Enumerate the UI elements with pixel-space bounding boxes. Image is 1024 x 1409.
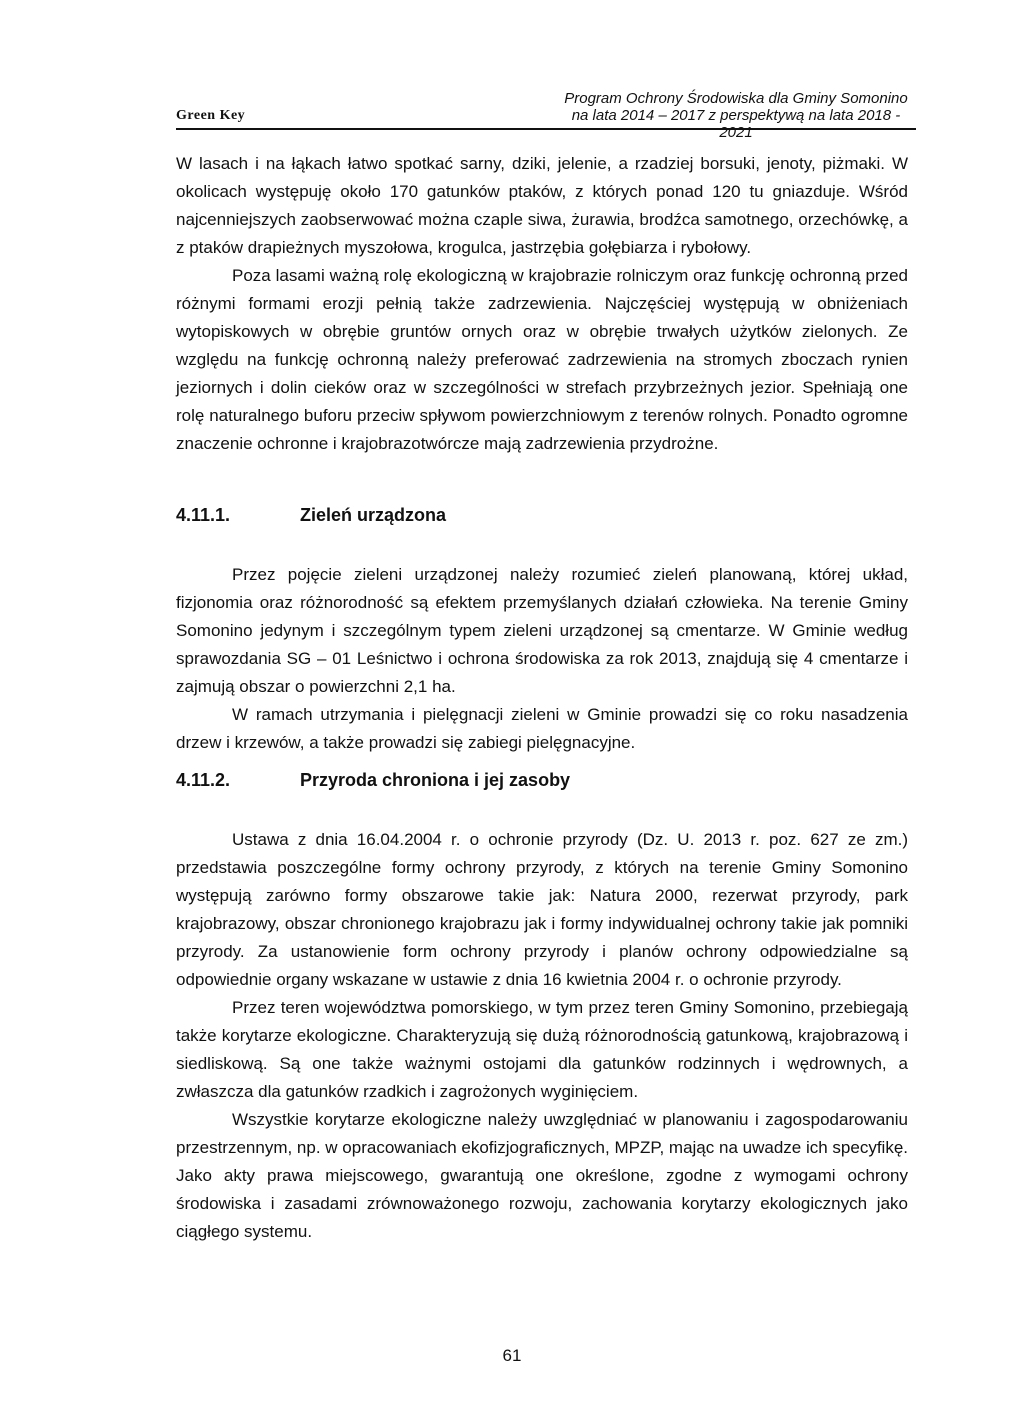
section1-paragraph-1: Przez pojęcie zieleni urządzonej należy rozumieć zieleń planowaną, której układ, fizjonomia oraz różnorodność są efektem przemyślanych działań człowieka. Na terenie Gminy Somonino jedynym i szczególnym typem zieleni urządzonej są cmentarze. W Gminie według sprawozdania SG – 01 Leśnictwo i ochrona środowiska za rok 2013, znajdują się 4 cmentarze i zajmują obszar o powierzchni 2,1 ha.: [176, 565, 908, 696]
intro-block: [176, 150, 908, 458]
header-brand: Green Key: [176, 108, 246, 123]
section-number: 4.11.1.: [176, 505, 231, 525]
intro-paragraph-1: W lasach i na łąkach łatwo spotkać sarny, dziki, jelenie, a rzadziej borsuki, jenoty, piżmaki. W okolicach występuję około 170 gatunków ptaków, z których ponad 120 tu gniazduje. Wśród najcenniejszych zaobserwować można czaple siwa, żurawia, brodźca samotnego, orzechówkę, a z ptaków drapieżnych myszołowa, krogulca, jastrzębia gołębiarza i rybołowy.: [176, 154, 908, 257]
header-title-line1: Program Ochrony Środowiska dla Gminy Somonino: [564, 90, 908, 107]
header-title: [556, 90, 916, 141]
page-header: [176, 90, 916, 141]
header-title-line2: na lata 2014 – 2017 z perspektywą na lata 2018 - 2021: [571, 107, 901, 141]
header-rule: [176, 128, 916, 130]
section2-paragraph-1: Ustawa z dnia 16.04.2004 r. o ochronie przyrody (Dz. U. 2013 r. poz. 627 ze zm.) przedstawia poszczególne formy ochrony przyrody, z których na terenie Gminy Somonino występują zarówno formy obszarowe takie jak: Natura 2000, rezerwat przyrody, park krajobrazowy, obszar chronionego krajobrazu jak i formy indywidualnej ochrony takie jak pomniki przyrody. Za ustanowienie form ochrony przyrody i planów ochrony odpowiedzialne są odpowiednie organy wskazane w ustawie z dnia 16 kwietnia 2004 r. o ochronie przyrody.: [176, 830, 908, 989]
section2-paragraph-2: Przez teren województwa pomorskiego, w tym przez teren Gminy Somonino, przebiegają także korytarze ekologiczne. Charakteryzują się dużą różnorodnością gatunkową, krajobrazową i siedliskową. Są one także ważnymi ostojami dla gatunków rodzinnych i wędrownych, a zwłaszcza dla gatunków rzadkich i zagrożonych wyginięciem.: [176, 998, 908, 1101]
intro-paragraph-2: Poza lasami ważną rolę ekologiczną w krajobrazie rolniczym oraz funkcję ochronną przed różnymi formami erozji pełnią także zadrzewienia. Najczęściej występują w obniżeniach wytopiskowych w obrębie gruntów ornych oraz w obrębie trwałych użytków zielonych. Ze względu na funkcję ochronną należy preferować zadrzewienia na stromych zboczach rynien jeziornych i dolin cieków oraz w szczególności w strefach przybrzeżnych jezior. Spełniają one rolę naturalnego buforu przeciw spływom powierzchniowym z terenów rolnych. Ponadto ogromne znaczenie ochronne i krajobrazotwórcze mają zadrzewienia przydrożne.: [176, 266, 908, 453]
section-title: Przyroda chroniona i jej zasoby: [300, 770, 571, 790]
section-number: 4.11.2.: [176, 770, 231, 790]
section2-block: [176, 826, 908, 1246]
section1-block: [176, 561, 908, 757]
page-number: 61: [502, 1346, 522, 1365]
section-heading-4-11-1: [176, 505, 446, 526]
section-heading-4-11-2: [176, 770, 570, 791]
section-title: Zieleń urządzona: [300, 505, 447, 525]
section1-paragraph-2: W ramach utrzymania i pielęgnacji zieleni w Gminie prowadzi się co roku nasadzenia drzew i krzewów, a także prowadzi się zabiegi pielęgnacyjne.: [176, 705, 908, 752]
section2-paragraph-3: Wszystkie korytarze ekologiczne należy uwzględniać w planowaniu i zagospodarowaniu przestrzennym, np. w opracowaniach ekofizjograficznych, MPZP, mając na uwadze ich specyfikę. Jako akty prawa miejscowego, gwarantują one określone, zgodne z wymogami ochrony środowiska i zasadami zrównoważonego rozwoju, zachowania korytarzy ekologicznych jako ciągłego systemu.: [176, 1110, 908, 1241]
